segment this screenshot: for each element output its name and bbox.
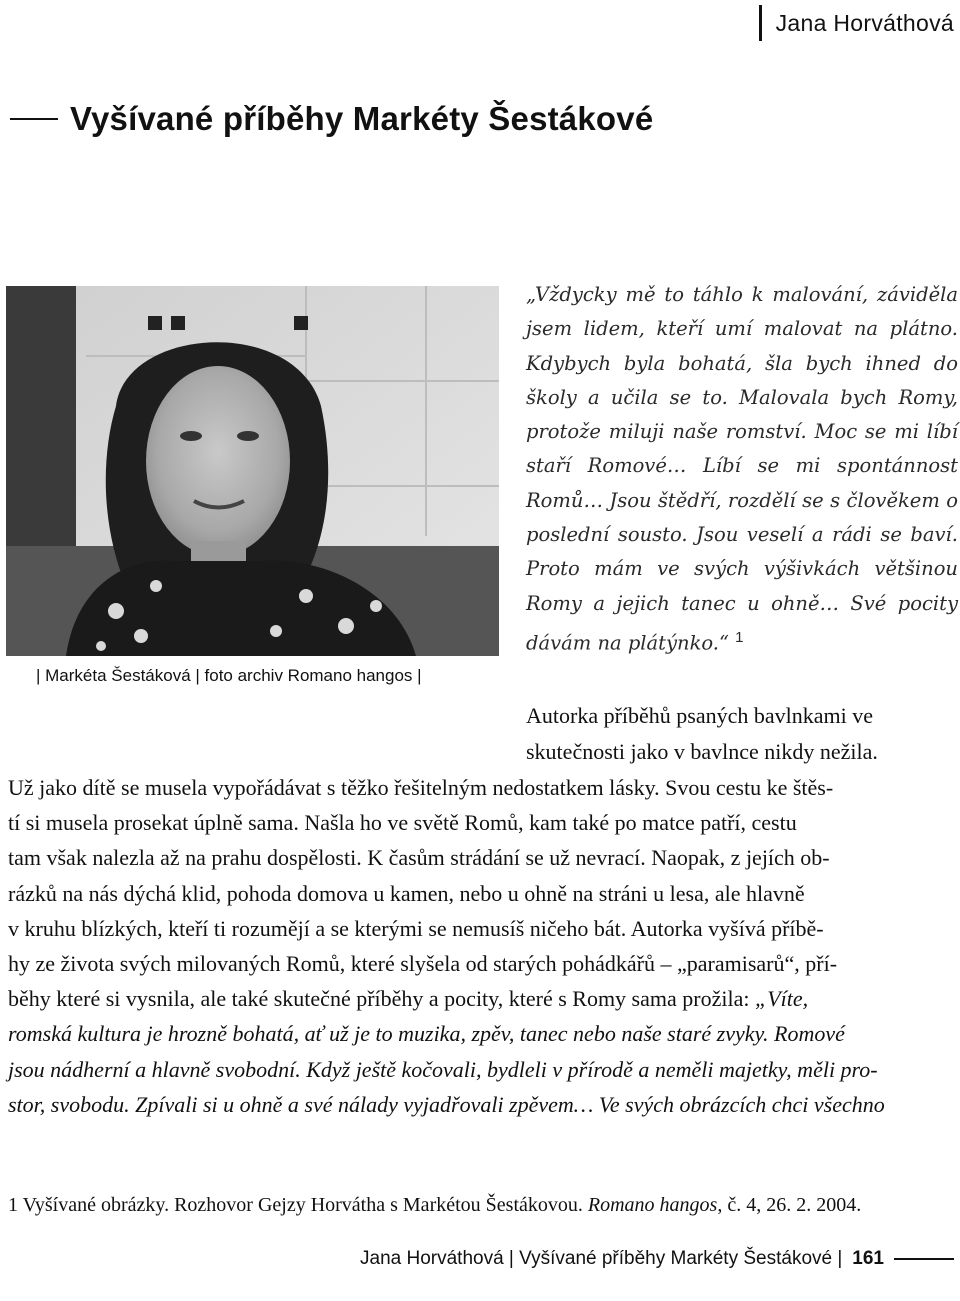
body-line: běhy které si vysnila, ale také skutečné příběhy a pocity, které s Romy sama prožila: „Víte,	[8, 986, 809, 1012]
body-paragraph	[8, 770, 958, 1122]
intro-paragraph	[526, 698, 958, 770]
running-head-author: Jana Horváthová	[775, 9, 954, 36]
article-title: Vyšívané příběhy Markéty Šestákové	[70, 100, 654, 137]
pull-quote-text: „Vždycky mě to táhlo k malování, záviděla jsem lidem, kteří umí malovat na plátno. Kdybych byla bohatá, šla bych ihned do školy a učila se to. Malovala bych Romy, protože miluji naše romství. Moc se mi líbí staří Romové… Líbí se mi spontánnost Romů… Jsou štědří, rozdělí se s člověkem o poslední sousto. Jsou veselí a rádi se baví. Proto mám ve svých výšivkách většinou Romy a jejich tanec u ohně… Své pocity dávám na plátýnko.“	[526, 283, 958, 655]
body-line: hy ze života svých milovaných Romů, které slyšela od starých pohádkářů – „paramisarů“, pří-	[8, 951, 838, 977]
footer-text: Jana Horváthová | Vyšívané příběhy Markéty Šestákové |	[360, 1248, 843, 1269]
footer-rule	[894, 1258, 954, 1260]
intro-line: Autorka příběhů psaných bavlnkami ve	[526, 703, 874, 728]
footnote-source: Romano hangos	[587, 1194, 718, 1216]
title-dash	[10, 118, 58, 120]
footnote-reference: 1	[735, 628, 744, 646]
footnote-tail: , č. 4, 26. 2. 2004.	[717, 1194, 862, 1216]
page-number: 161	[852, 1248, 884, 1269]
body-line: v kruhu blízkých, kteří ti rozumějí a se kterými se nemusíš ničeho bát. Autorka vyšívá příbě-	[8, 915, 824, 941]
article-title-row	[10, 100, 653, 138]
body-line: romská kultura je hrozně bohatá, ať už je to muzika, zpěv, tanec nebo naše staré zvyky. Romové	[8, 1021, 845, 1047]
footnote	[8, 1194, 861, 1217]
body-line: tí si musela prosekat úplně sama. Našla ho ve světě Romů, kam také po matce patří, cestu	[8, 810, 797, 836]
body-line: jsou nádherní a hlavně svobodní. Když ještě kočovali, bydleli v přírodě a neměli majetky, měli pro-	[8, 1056, 878, 1082]
body-line: stor, svobodu. Zpívali si u ohně a své nálady vyjadřovali zpěvem… Ve svých obrázcích chci všechno	[8, 1091, 885, 1117]
page-footer	[360, 1244, 954, 1274]
pull-quote	[526, 278, 958, 661]
body-line: Už jako dítě se musela vypořádávat s těžko řešitelným nedostatkem lásky. Svou cestu ke štěs-	[8, 775, 834, 800]
portrait-photo	[6, 286, 499, 656]
footnote-lead: 1 Vyšívané obrázky. Rozhovor Gejzy Horvátha s Markétou Šestákovou.	[8, 1194, 588, 1216]
photo-caption: | Markéta Šestáková | foto archiv Romano hangos |	[36, 666, 422, 685]
intro-line: skutečnosti jako v bavlnce nikdy nežila.	[526, 739, 878, 764]
running-head-bar	[759, 5, 762, 41]
body-line: tam však nalezla až na prahu dospělosti. K časům strádání se už nevrací. Naopak, z jejích ob-	[8, 845, 830, 871]
body-line: rázků na nás dýchá klid, pohoda domova u kamen, nebo u ohně na stráni u lesa, ale hlavně	[8, 880, 805, 906]
running-head	[759, 4, 954, 42]
